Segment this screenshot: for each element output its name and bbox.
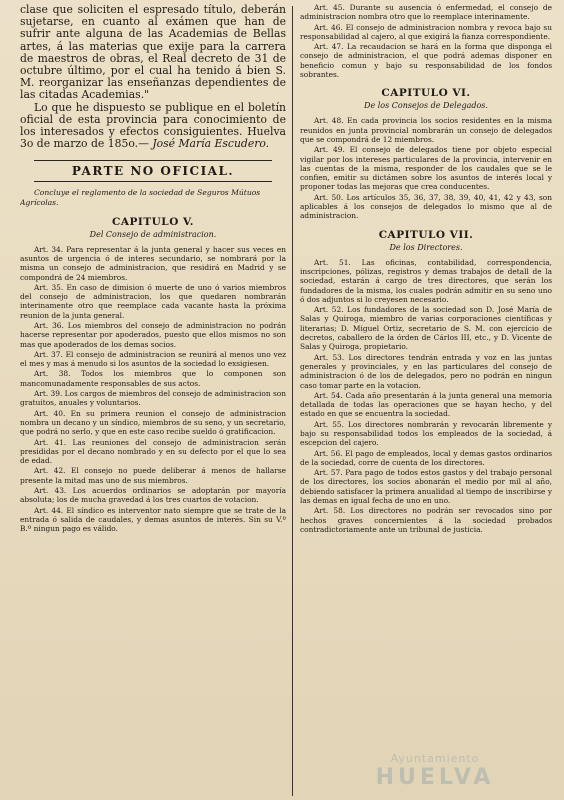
article-53: Art. 53. Los directores tendrán entrada y voz en las juntas generales y provinciales, y en las particulares del consejo de administracion ó de los de delegados, pero no podrán en ningun caso tomar parte en la votacion. <box>300 352 552 390</box>
article-37: Art. 37. El consejo de administracion se reunirá al menos uno vez el mes y mas á menudo si los asuntos de la sociedad lo exsigiesen. <box>20 349 286 369</box>
closing-text: Lo que he dispuesto se publique en el boletín oficial de esta provincia para conocimiento de los interesados y efectos consiguientes. Huelva 3o de marzo de 185o.— <box>20 100 286 151</box>
articles-right-c <box>300 258 552 535</box>
article-45: Art. 45. Durante su ausencia ó enfermedad, el consejo de administracion nombra otro que lo reemplace interinamente. <box>300 3 552 22</box>
article-48: Art. 48. En cada provincia los socios residentes en la misma reunidos en junta provincial nombrarán un consejo de delegados que se compondrá de 12 miembros. <box>300 116 552 144</box>
article-46: Art. 46. El consejo de administracion nombra y revoca bajo su responsabilidad al cajero, al que exigirá la fianza correspondiente. <box>300 22 552 41</box>
signature: José María Escudero. <box>152 137 270 151</box>
article-35: Art. 35. En caso de dimision ó muerte de uno ó varios miembros del consejo de administracion, los que quedaren nombrarán interinamente otro que reemplace cada vacante hasta la próxima reunion de la junta general. <box>20 282 286 320</box>
article-34: Art. 34. Para representar á la junta general y hacer sus veces en asuntos de urgencia ó de interes secundario, se nombrará por la misma un consejo de administracion, que residirá en Madrid y se compondrá de 24 miembros. <box>20 244 286 282</box>
articles-right-a <box>300 3 552 79</box>
article-52: Art. 52. Los fundadores de la sociedad son D. José María de Salas y Quiroga, miembro de varias corporaciones científicas y literarias; D. Miguel Ortiz, secretario de S. M. con ejercicio de decretos, caballero de la órden de Cárlos III, etc., y D. Vicente de Salas y Quiroga, propietario. <box>300 305 552 352</box>
chapter-v-heading: CAPITULO V. <box>112 215 194 228</box>
watermark-line-1: Ayuntamiento <box>390 752 480 765</box>
article-47: Art. 47. La recaudacion se hará en la forma que disponga el consejo de administracion, el que podrá ademas disponer en beneficio comun y bajo su responsabilidad de los fondos sobrantes. <box>300 42 552 80</box>
article-54: Art. 54. Cada año presentarán á la junta general una memoria detallada de todas las operaciones que se hayan hecho, y del estado en que se encuentra la sociedad. <box>300 390 552 419</box>
article-44: Art. 44. El síndico es interventor nato siempre que se trate de la entrada ó salida de caudales, y demas asuntos de interés. Sin su V.º B.º ningun pago es válido. <box>20 505 286 534</box>
article-51: Art. 51. Las oficinas, contabilidad, correspondencia, inscripciones, pólizas, registros y demas trabajos de detall de la sociedad, estarán á cargo de tres directores, que serán los fundadores de la misma, los cuales podrán admitir en su seno uno ó dos adjuntos si lo creyesen necesario. <box>300 257 552 304</box>
article-42: Art. 42. El consejo no puede deliberar á menos de hallarse presente la mitad mas uno de sus miembros. <box>20 466 286 485</box>
chapter-vii-heading: CAPITULO VII. <box>378 228 474 241</box>
article-55: Art. 55. Los directores nombrarán y revocarán libremente y bajo su responsabilidad todos los empleados de la sociedad, á escepcion del cajero. <box>300 419 552 448</box>
article-49: Art. 49. El consejo de delegados tiene por objeto especial vigilar por los intereses particulares de la provincia, intervenir en las cuentas de la misma, responder de los caudales que se le confien, emitir su dictámen sobre los asuntos de interés local y proponer todas las mejoras que crea conducentes. <box>300 145 552 192</box>
left-column <box>20 0 286 800</box>
article-56: Art. 56. El pago de empleados, local y demas gastos ordinarios de la sociedad, corre de cuenta de los directores. <box>300 448 552 467</box>
article-57: Art. 57. Para pago de todos estos gastos y del trabajo personal de los directores, los socios abonarán el medio por mil al año, debiendo satisfacer la primera anualidad al tiempo de inscribirse y las demas en igual fecha de uno en uno. <box>300 468 552 506</box>
chapter-vi-subheading: De los Consejos de Delegados. <box>364 101 488 111</box>
article-36: Art. 36. Los miembros del consejo de administracion no podrán hacerse representar por apoderados, puesto que ellos mismos no son mas que apoderados de los demas socios. <box>20 321 286 349</box>
articles-left <box>20 245 286 534</box>
article-50: Art. 50. Los artículos 35, 36, 37, 38, 39, 40, 41, 42 y 43, son aplicables á los consejos de delegados lo mismo que al de administracion. <box>300 192 552 221</box>
chapter-vi-heading: CAPITULO VI. <box>381 87 471 100</box>
chapter-vii-subheading: De los Directores. <box>389 242 463 252</box>
article-38: Art. 38. Todos los miembros que lo componen son mancomunadamente responsables de sus actos. <box>20 369 286 388</box>
parte-no-oficial-heading: PARTE NO OFICIAL. <box>34 160 272 182</box>
right-column <box>300 0 552 800</box>
chapter-v-subheading: Del Consejo de administracion. <box>89 229 217 239</box>
article-58: Art. 58. Los directores no podrán ser revocados sino por hechos graves concernientes á la sociedad probados contradictoriamente ante un tribunal de justicia. <box>300 506 552 534</box>
article-41: Art. 41. Las reuniones del consejo de administracion serán presididas por el decano nombrado y en su defecto por el que lo sea de edad. <box>20 437 286 466</box>
article-40: Art. 40. En su primera reunion el consejo de administracion nombra un decano y un síndico, miembros de su seno, y un secretario, que podrá no serlo, y que en este caso recibe sueldo ó gratificacion. <box>20 408 286 437</box>
article-39: Art. 39. Los cargos de miembros del consejo de administracion son gratuitos, anuales y voluntarios. <box>20 389 286 408</box>
watermark-line-2: HUELVA <box>375 765 495 790</box>
column-divider <box>292 6 293 796</box>
archive-watermark <box>360 752 510 790</box>
articles-right-b <box>300 116 552 220</box>
intro-line: Concluye el reglamento de la sociedad de Seguros Mútuos Agrícolas. <box>20 188 261 208</box>
top-paragraph: clase que soliciten el espresado título, deberán sujetarse, en cuanto al exámen que han de sufrir ante alguna de las Academias de Bellas artes, á las materias que exije para la carrera de maestros de obras, el Real decreto de 31 de octubre último, por el cual ha tenido á bien S. M. reorganizar las enseñanzas dependientes de las citadas Academias." <box>20 3 286 102</box>
closing-paragraph <box>20 102 286 151</box>
article-43: Art. 43. Los acuerdos ordinarios se adoptarán por mayoría absoluta; los de mucha gravedad á los tres cuartos de votacion. <box>20 486 286 505</box>
